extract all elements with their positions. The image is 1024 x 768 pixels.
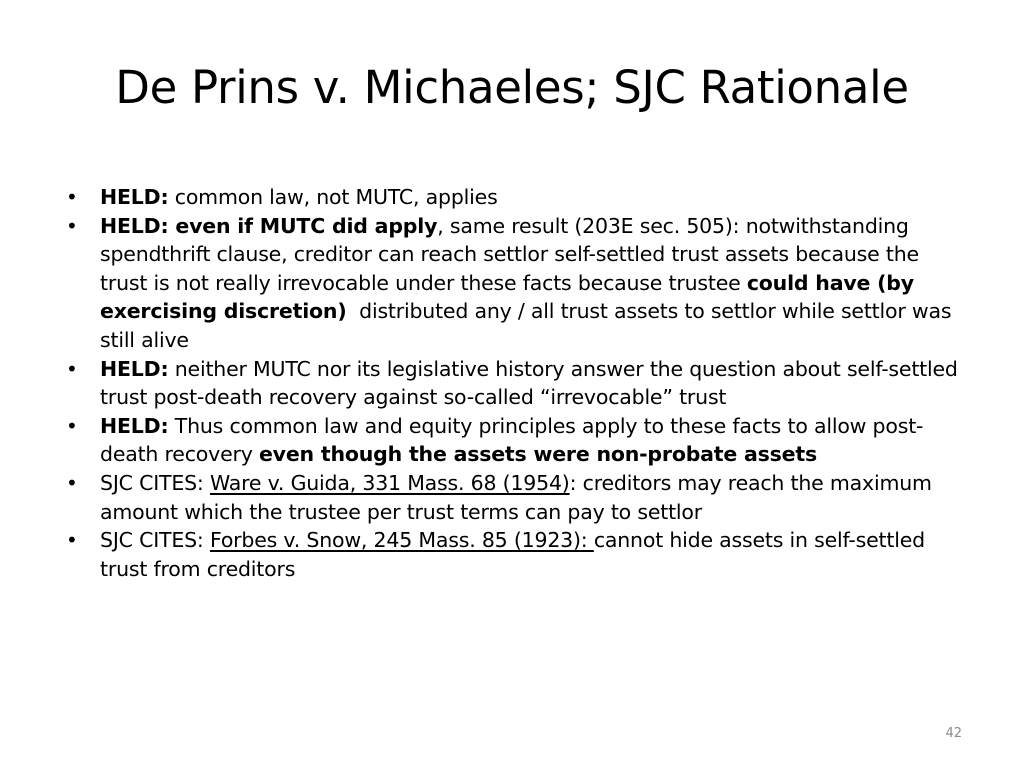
bullet-text: : creditors may reach the maximum amount which the trustee per trust terms can pay to settlor (100, 470, 932, 524)
cites-label: SJC CITES: (100, 470, 210, 495)
bullet-text: neither MUTC nor its legislative history answer the question about self-settled trust post-death recovery against so-called “irrevocable” trust (100, 356, 958, 410)
case-citation-link[interactable]: Forbes v. Snow, 245 Mass. 85 (1923): (209, 528, 594, 553)
held-label: HELD: even if MUTC did apply (100, 213, 438, 238)
held-label: HELD: (100, 185, 169, 209)
bullet-item (66, 212, 966, 355)
held-label: HELD: (100, 356, 169, 381)
bullet-dot-icon: • (66, 470, 78, 495)
case-citation-link[interactable]: Ware v. Guida, 331 Mass. 68 (1954) (209, 470, 570, 495)
bullet-dot-icon: • (66, 528, 78, 553)
bullet-text: cannot hide assets in self-settled trust from creditors (100, 528, 925, 581)
bold-phrase: could have (by exercising discretion) (100, 270, 914, 324)
bullet-dot-icon: • (66, 213, 78, 238)
page-number: 42 (945, 726, 962, 741)
bullet-dot-icon: • (66, 413, 78, 438)
bullet-item (66, 526, 966, 583)
held-label: HELD: (100, 413, 169, 438)
bold-phrase: even though the assets were non-probate assets (258, 442, 817, 467)
bullet-item (66, 183, 966, 212)
bullet-text: , same result (203E sec. 505): notwithstanding spendthrift clause, creditor can reach settlor self-settled trust assets because the trust is not really irrevocable under these facts because trustee (100, 213, 919, 295)
bullet-text: distributed any / all trust assets to settlor while settlor was still alive (100, 299, 958, 352)
bullet-item (66, 412, 966, 469)
cites-label: SJC CITES: (100, 528, 210, 553)
bullet-list (66, 183, 966, 583)
bullet-text: common law, not MUTC, applies (168, 185, 498, 209)
bullet-dot-icon: • (66, 356, 78, 381)
slide-title: De Prins v. Michaeles; SJC Rationale (115, 61, 909, 114)
bullet-dot-icon: • (66, 185, 78, 209)
bullet-item (66, 469, 966, 526)
bullet-item (66, 355, 966, 412)
bullet-text: Thus common law and equity principles apply to these facts to allow post-death recovery (100, 413, 924, 467)
